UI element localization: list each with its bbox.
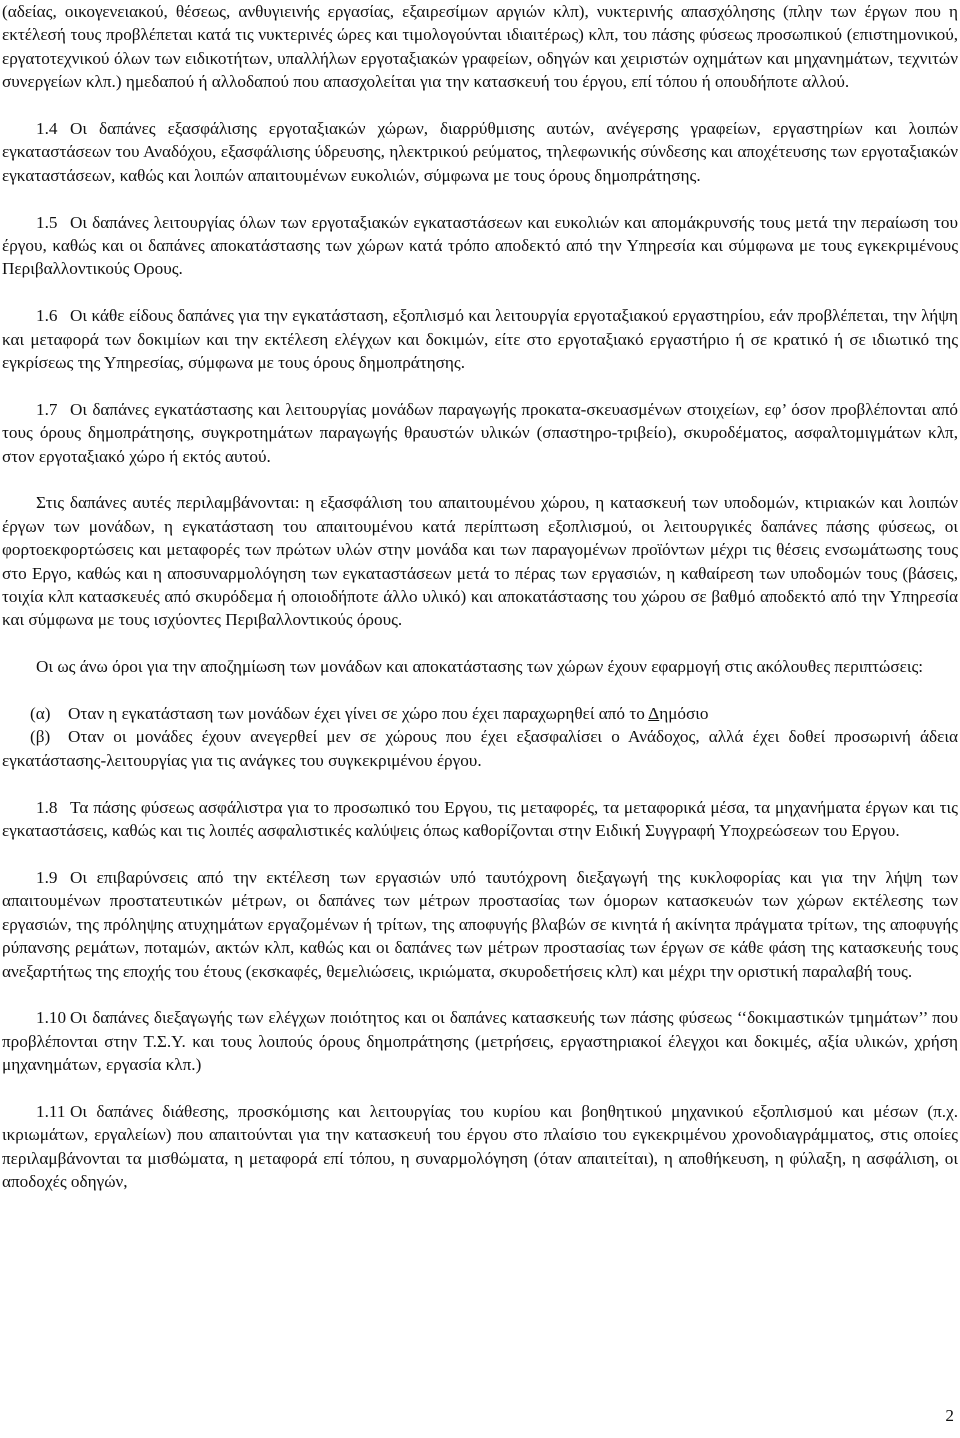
terms-paragraph: Οι ως άνω όροι για την αποζημίωση των μονάδων και αποκατάστασης των χώρων έχουν εφαρμογή στις ακόλουθες περιπτώσεις: [36, 657, 924, 677]
list-item-text: Οταν η εγκατάσταση των μονάδων έχει γίνει σε χώρο που έχει παραχωρηθεί από το [68, 704, 649, 724]
spacer [2, 843, 958, 866]
section-1-11 [2, 1100, 958, 1194]
section-number: 1.7 [36, 399, 58, 419]
list-item-text-underlined: Δ [648, 704, 660, 724]
section-number: 1.9 [36, 867, 58, 887]
spacer [2, 632, 958, 655]
spacer [2, 374, 958, 397]
section-number: 1.5 [36, 212, 58, 232]
section-text: Οι δαπάνες εξασφάλισης εργοταξιακών χώρων, διαρρύθμισης αυτών, ανέγερσης γραφείων, εργαστηρίων και λοιπών εγκαταστάσεων του Αναδόχου, εξασφάλισης ύδρευσης, ηλεκτρικού ρεύματος, τηλεφωνικής σύνδεσης και αποχέτευσης των εργοταξιακών εγκαταστάσεων, καθώς και λοιπών απαιτουμένων ευκολιών, σύμφωνα με τους όρους δημοπράτησης. [2, 119, 958, 185]
spacer [2, 679, 958, 702]
section-text: Οι κάθε είδους δαπάνες για την εγκατάσταση, εξοπλισμό και λειτουργία εργοταξιακού εργαστηρίου, εάν προβλέπεται, την λήψη και μεταφορά των δοκιμίων και την εκτέλεση ελέγχων και δοκιμών, είτε στο εργοταξιακό εργαστήριο ή σε κρατικό ή σε ιδιωτικό της εγκρίσεως της Υπηρεσίας, σύμφωνα με τους όρους δημοπράτησης. [2, 306, 958, 373]
section-1-8 [2, 796, 958, 843]
section-text: Οι δαπάνες λειτουργίας όλων των εργοταξιακών εγκαταστάσεων και ευκολιών και απομάκρυνσής τους μετά την περαίωση του έργου, καθώς και οι δαπάνες αποκατάστασης των χώρων κατά τρόπο αποδεκτό από την Υπηρεσία και σύμφωνα με τους εγκεκριμένους Περιβαλλοντικούς Ορους. [2, 212, 958, 279]
list-item-text: ημόσιο [659, 704, 709, 724]
section-1-7 [2, 398, 958, 468]
section-number: 1.4 [36, 119, 58, 139]
section-number: 1.8 [36, 797, 58, 817]
section-1-10 [2, 1006, 958, 1076]
spacer [2, 187, 958, 210]
spacer [2, 468, 958, 491]
section-1-5 [2, 211, 958, 281]
list-item-a [2, 702, 958, 725]
list-item-text: Οταν οι μονάδες έχουν ανεγερθεί μεν σε χώρους που έχει εξασφαλίσει ο Ανάδοχος, αλλά έχει δοθεί προσωρινή άδεια εγκατάστασης-λειτουργίας για τις ανάγκες του συγκεκριμένου έργου. [2, 727, 958, 770]
section-1-4 [2, 117, 958, 187]
spacer [2, 281, 958, 304]
includes-paragraph: Στις δαπάνες αυτές περιλαμβάνονται: η εξασφάλιση του απαιτουμένου χώρου, η κατασκευή των υποδομών, κτιριακών και λοιπών έργων των μονάδων, η εγκατάσταση του απαιτουμένου κατά περίπτωση εξοπλισμού, οι λειτουργικές δαπάνες πάσης φύσεως, οι φορτοεκφορτώσεις και μεταφορές των πρώτων υλών στην μονάδα και των παραγομένων προϊόντων μέχρι τις θέσεις ενσωμάτωσης τους στο Εργο, καθώς και η αποσυναρμολόγηση των εγκαταστάσεων μετά το πέρας των εργασιών, η καθαίρεση των υποδομών τους (βάσεις, τοιχία κλπ κατασκευές από σκυρόδεμα ή οποιοδήποτε άλλο υλικό) και αποκατάστασης του χώρου σε βαθμό αποδεκτό από την Υπηρεσία και σύμφωνα με τους ισχύοντες Περιβαλλοντικούς όρους. [2, 493, 958, 630]
section-1-6 [2, 304, 958, 374]
spacer [2, 1077, 958, 1100]
intro-paragraph: (αδείας, οικογενειακού, θέσεως, ανθυγιεινής εργασίας, εξαιρεσίμων αργιών κλπ), νυκτερινής απασχόλησης (πλην των έργων που η εκτέλεσή τους προβλέπεται κατά τις νυκτερινές ώρες και τιμολογούνται ιδιαιτέρως) κλπ, του πάσης φύσεως προσωπικού (επιστημονικού, εργατοτεχνικού όλων των ειδικοτήτων, υπαλλήλων εργοταξιακών γραφείων, οδηγών και χειριστών οχημάτων και μηχανημάτων, τεχνιτών συνεργείων κλπ.) ημεδαπού ή αλλοδαπού που απασχολείται για την κατασκευή του έργου, επί τόπου ή οπουδήποτε αλλού. [2, 2, 958, 92]
section-text: Οι επιβαρύνσεις από την εκτέλεση των εργασιών υπό ταυτόχρονη διεξαγωγή της κυκλοφορίας και για την λήψη των απαιτουμένων προστατευτικών μέτρων, οι δαπάνες των μέτρων προστασίας των όμορων κατασκευών των χώρων εκτέλεσης των εργασιών, της πρόληψης ατυχημάτων εργαζομένων ή τρίτων, της αποφυγής βλαβών σε κινητά ή ακίνητα πράγματα τρίτων, της αποφυγής ρύπανσης ρεμάτων, ποταμών, ακτών κλπ, καθώς και οι δαπάνες των μέτρων προστασίας των έργων σε κάθε φάση της κατασκευής τους ανεξαρτήτως της εποχής του έτους (εκσκαφές, θεμελιώσεις, ικριώματα, σκυροδετήσεις κλπ) και μέχρι την οριστική παραλαβή τους. [2, 867, 958, 981]
section-1-9 [2, 866, 958, 983]
list-item-label: (β) [30, 727, 51, 747]
section-text: Οι δαπάνες εγκατάστασης και λειτουργίας μονάδων παραγωγής προκατα-σκευασμένων στοιχείων, εφ’ όσον προβλέπονται από τους όρους δημοπράτησης, συγκροτημάτων παραγωγής θραυστών υλικών (σπαστηρο-τριβείο), σκυροδέματος, ασφαλτομιγμάτων κλπ, στον εργοταξιακό χώρο ή εκτός αυτού. [2, 399, 958, 466]
page-number: 2 [945, 1406, 954, 1425]
section-text: Οι δαπάνες διάθεσης, προσκόμισης και λειτουργίας του κυρίου και βοηθητικού μηχανικού εξοπλισμού και μέσων (π.χ. ικριωμάτων, εργαλείων) που απαιτούνται για την κατασκευή του έργου στο πλαίσιο του εγκεκριμένου χρονοδιαγράμματος, στις οποίες περιλαμβάνονται τα μισθώματα, η μεταφορά επί τόπου, η συναρμολόγηση (όταν απαιτείται), η αποθήκευση, η φύλαξη, η ασφάλιση, οι αποδοχές οδηγών, [2, 1101, 958, 1192]
list-item-b [2, 725, 958, 772]
spacer [2, 772, 958, 795]
section-number: 1.11 [36, 1101, 66, 1121]
section-number: 1.6 [36, 306, 58, 326]
list-item-label: (α) [30, 704, 51, 724]
section-text: Τα πάσης φύσεως ασφάλιστρα για το προσωπικό του Εργου, τις μεταφορές, τα μεταφορικά μέσα, τα μηχανήματα έργων και τις εγκαταστάσεις, καθώς και τις λοιπές ασφαλιστικές καλύψεις όπως καθορίζονται στην Ειδική Συγγραφή Υποχρεώσεων του Εργου. [2, 797, 958, 841]
spacer [2, 983, 958, 1006]
section-number: 1.10 [36, 1008, 67, 1028]
spacer [2, 94, 958, 117]
section-text: Οι δαπάνες διεξαγωγής των ελέγχων ποιότητος και οι δαπάνες κατασκευής των πάσης φύσεως ‘‘δοκιμαστικών τμημάτων’’ που προβλέπονται στην Τ.Σ.Υ. και τους λοιπούς όρους δημοπράτησης (μετρήσεις, εργαστηριακοί έλεγχοι και δοκιμές, αξία υλικών, χρήση μηχανημάτων, εργασία κλπ.) [2, 1008, 958, 1075]
